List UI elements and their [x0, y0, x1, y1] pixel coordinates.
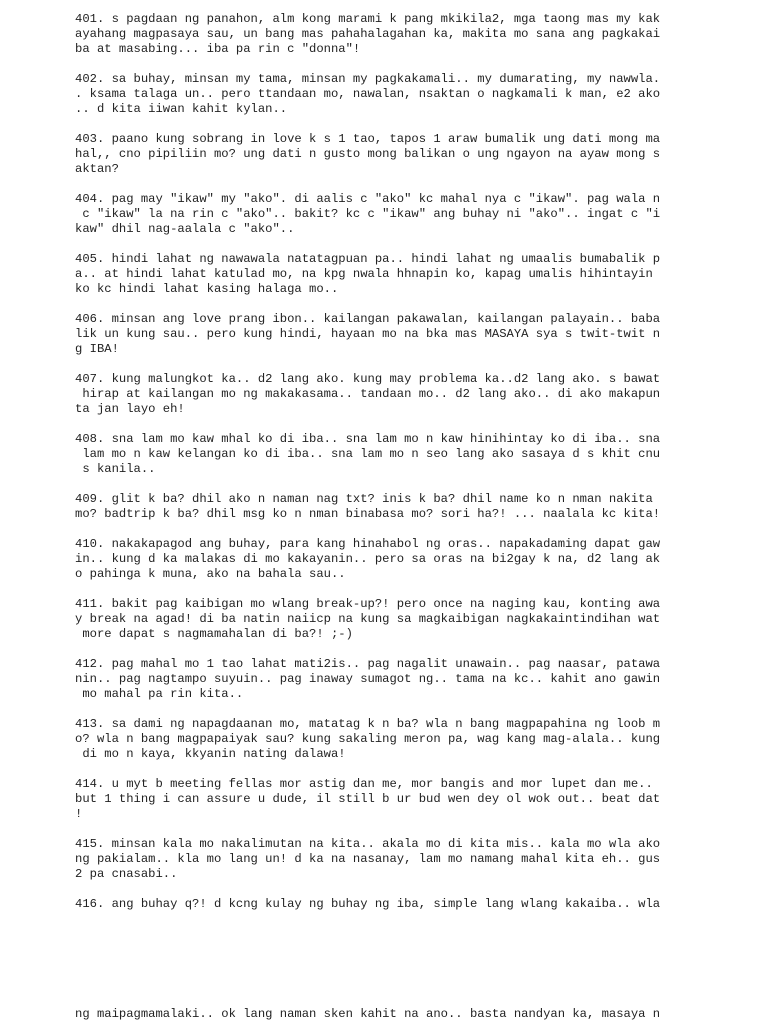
quote-entry [75, 717, 675, 762]
text-line: ta jan layo eh! [75, 402, 185, 416]
quote-entry [75, 12, 675, 57]
text-line: mo mahal pa rin kita.. [75, 687, 244, 701]
text-line: o pahinga k muna, ako na bahala sau.. [75, 567, 346, 581]
quote-entry [75, 837, 675, 882]
quote-entry [75, 132, 675, 177]
text-line: 406. minsan ang love prang ibon.. kailangan pakawalan, kailangan palayain.. baba [75, 312, 661, 326]
text-line: aktan? [75, 162, 119, 176]
quote-entry [75, 537, 675, 582]
quote-entry [75, 657, 675, 702]
text-line: 409. glit k ba? dhil ako n naman nag txt? inis k ba? dhil name ko n nman nakita [75, 492, 653, 506]
text-line: 416. ang buhay q?! d kcng kulay ng buhay ng iba, simple lang wlang kakaiba.. wla [75, 897, 661, 911]
text-line: 408. sna lam mo kaw mhal ko di iba.. sna lam mo n kaw hinihintay ko di iba.. sna [75, 432, 661, 446]
text-line: 413. sa dami ng napagdaanan mo, matatag k n ba? wla n bang magpapahina ng loob m [75, 717, 661, 731]
text-line: 407. kung malungkot ka.. d2 lang ako. kung may problema ka..d2 lang ako. s bawat [75, 372, 661, 386]
text-line: nin.. pag nagtampo suyuin.. pag inaway sumagot ng.. tama na kc.. kahit ano gawin [75, 672, 661, 686]
text-line: y break na agad! di ba natin naiicp na kung sa magkaibigan nagkakaintindihan wat [75, 612, 661, 626]
text-line: more dapat s nagmamahalan di ba?! ;-) [75, 627, 353, 641]
text-line: in.. kung d ka malakas di mo kakayanin.. pero sa oras na bi2gay k na, d2 lang ak [75, 552, 661, 566]
text-line: ayahang magpasaya sau, un bang mas pahahalagahan ka, makita mo sana ang pagkakai [75, 27, 661, 41]
quote-entry [75, 492, 675, 522]
text-line: g IBA! [75, 342, 119, 356]
text-line: 411. bakit pag kaibigan mo wlang break-up?! pero once na naging kau, konting awa [75, 597, 661, 611]
text-line: a.. at hindi lahat katulad mo, na kpg nwala hhnapin ko, kapag umalis hihintayin [75, 267, 653, 281]
quote-entry [75, 252, 675, 297]
text-line: 405. hindi lahat ng nawawala natatagpuan pa.. hindi lahat ng umaalis bumabalik p [75, 252, 661, 266]
text-line: 403. paano kung sobrang in love k s 1 tao, tapos 1 araw bumalik ung dati mong ma [75, 132, 661, 146]
text-line: mo? badtrip k ba? dhil msg ko n nman binabasa mo? sori ha?! ... naalala kc kita! [75, 507, 661, 521]
text-line: but 1 thing i can assure u dude, il still b ur bud wen dey ol wok out.. beat dat [75, 792, 661, 806]
text-line: ko kc hindi lahat kasing halaga mo.. [75, 282, 339, 296]
text-line: di mo n kaya, kkyanin nating dalawa! [75, 747, 346, 761]
text-line: s kanila.. [75, 462, 156, 476]
text-line: 410. nakakapagod ang buhay, para kang hinahabol ng oras.. napakadaming dapat gaw [75, 537, 661, 551]
text-line: 404. pag may "ikaw" my "ako". di aalis c "ako" kc mahal nya c "ikaw". pag wala n [75, 192, 661, 206]
text-line: 401. s pagdaan ng panahon, alm kong marami k pang mkikila2, mga taong mas my kak [75, 12, 661, 26]
document-body [75, 12, 675, 927]
text-line: 415. minsan kala mo nakalimutan na kita.. akala mo di kita mis.. kala mo wla ako [75, 837, 661, 851]
quote-entry [75, 192, 675, 237]
quote-entry [75, 372, 675, 417]
text-line: lik un kung sau.. pero kung hindi, hayaan mo na bka mas MASAYA sya s twit-twit n [75, 327, 661, 341]
quote-entry [75, 72, 675, 117]
text-line: c "ikaw" la na rin c "ako".. bakit? kc c "ikaw" ang buhay ni "ako".. ingat c "i [75, 207, 661, 221]
quote-entry [75, 432, 675, 477]
text-line: o? wla n bang magpapaiyak sau? kung sakaling meron pa, wag kang mag-alala.. kung [75, 732, 661, 746]
quote-entry [75, 777, 675, 822]
text-line: . ksama talaga un.. pero ttandaan mo, nawalan, nsaktan o nagkamali k man, e2 ako [75, 87, 661, 101]
text-line: hal,, cno pipiliin mo? ung dati n gusto mong balikan o ung ngayon na ayaw mong s [75, 147, 661, 161]
quote-entry [75, 597, 675, 642]
text-line: ! [75, 807, 83, 821]
text-line: kaw" dhil nag-aalala c "ako".. [75, 222, 295, 236]
text-line: .. d kita iiwan kahit kylan.. [75, 102, 288, 116]
text-line: ng pakialam.. kla mo lang un! d ka na nasanay, lam mo namang mahal kita eh.. gus [75, 852, 661, 866]
quote-entry [75, 897, 675, 912]
text-line: 2 pa cnasabi.. [75, 867, 178, 881]
text-line: 412. pag mahal mo 1 tao lahat mati2is.. pag nagalit unawain.. pag naasar, patawa [75, 657, 661, 671]
text-line: 402. sa buhay, minsan my tama, minsan my pagkakamali.. my dumarating, my nawwla. [75, 72, 661, 86]
text-line: hirap at kailangan mo ng makakasama.. tandaan mo.. d2 lang ako.. di ako makapun [75, 387, 661, 401]
quote-entry [75, 312, 675, 357]
continued-line: ng maipagmamalaki.. ok lang naman sken kahit na ano.. basta nandyan ka, masaya n [75, 1007, 661, 1021]
text-line: 414. u myt b meeting fellas mor astig dan me, mor bangis and mor lupet dan me.. [75, 777, 653, 791]
text-line: lam mo n kaw kelangan ko di iba.. sna lam mo n seo lang ako sasaya d s khit cnu [75, 447, 661, 461]
text-line: ba at masabing... iba pa rin c "donna"! [75, 42, 361, 56]
